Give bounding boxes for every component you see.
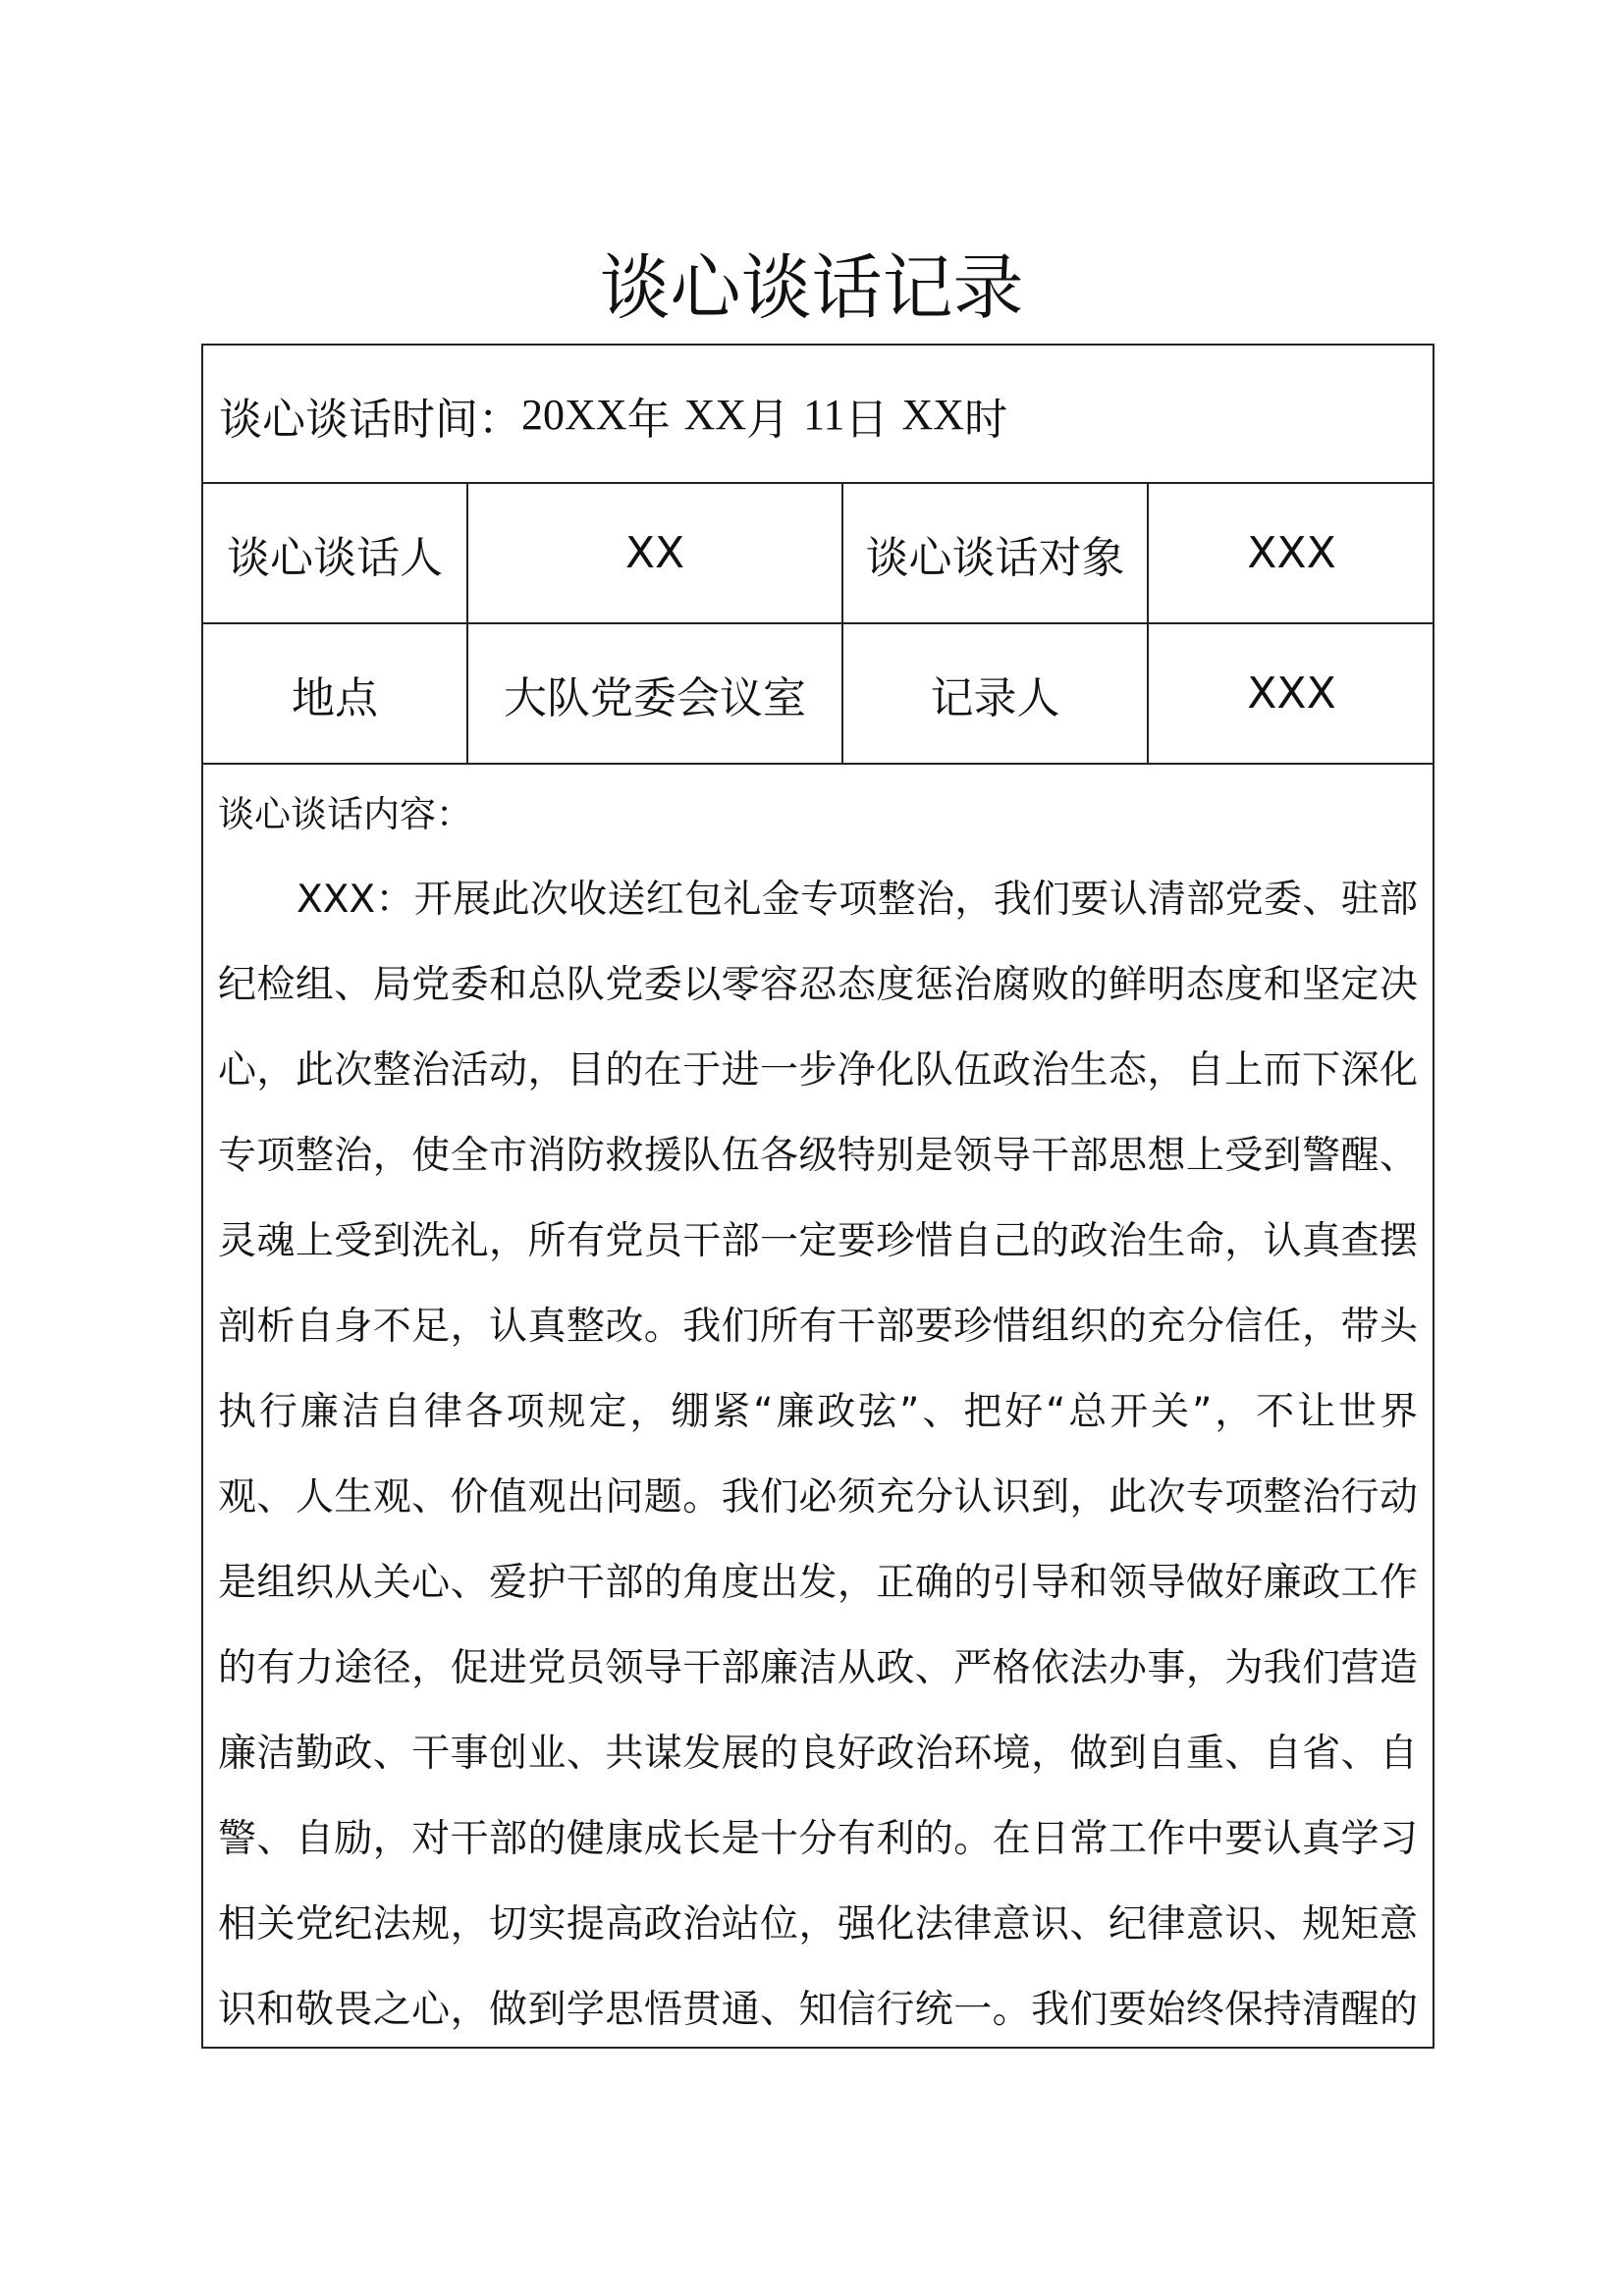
- month-value: XX: [683, 391, 747, 439]
- year-value: 20XX: [521, 391, 627, 439]
- content-line: 警、自励，对干部的健康成长是十分有利的。在日常工作中要认真学习: [218, 1817, 1418, 1861]
- content-line: 纪检组、局党委和总队党委以零容忍态度惩治腐败的鲜明态度和坚定决: [218, 963, 1418, 1007]
- content-line: 相关党纪法规，切实提高政治站位，强化法律意识、纪律意识、规矩意: [218, 1902, 1418, 1947]
- content-line: 剖析自身不足，认真整改。我们所有干部要珍惜组织的充分信任，带头: [218, 1305, 1418, 1349]
- content-line: 执行廉洁自律各项规定，绷紧“廉政弦”、把好“总开关”，不让世界: [218, 1390, 1418, 1434]
- content-line: 廉洁勤政、干事创业、共谋发展的良好政治环境，做到自重、自省、自: [218, 1732, 1418, 1776]
- target-label: 谈心谈话对象: [865, 532, 1125, 583]
- talk-time-row: [219, 346, 1007, 484]
- document-title: 谈心谈话记录: [599, 246, 1024, 329]
- content-line: 的有力途径，促进党员领导干部廉洁从政、严格依法办事，为我们营造: [218, 1646, 1418, 1690]
- day-value: 11: [803, 391, 845, 439]
- content-line: 观、人生观、价值观出问题。我们必须充分认识到，此次专项整治行动: [218, 1475, 1418, 1520]
- place-label: 地点: [292, 672, 378, 723]
- record-table: [201, 344, 1434, 2049]
- content-line: XXX：开展此次收送红包礼金专项整治，我们要认清部党委、驻部: [297, 878, 1418, 922]
- month-unit: 月: [746, 394, 790, 445]
- place-value: 大队党委会议室: [504, 672, 806, 723]
- hour-unit: 时: [964, 394, 1008, 445]
- talk-time-label: 谈心谈话时间：: [219, 394, 521, 445]
- content-line: 是组织从关心、爱护干部的角度出发，正确的引导和领导做好廉政工作: [218, 1561, 1418, 1605]
- content-label: 谈心谈话内容：: [218, 793, 472, 835]
- talker-value: XX: [624, 528, 685, 578]
- content-line: 心，此次整治活动，目的在于进一步净化队伍政治生态，自上而下深化: [218, 1048, 1418, 1093]
- talker-label: 谈心谈话人: [227, 532, 443, 583]
- content-line: 专项整治，使全市消防救援队伍各级特别是领导干部思想上受到警醒、: [218, 1134, 1418, 1178]
- divider: [203, 763, 1433, 765]
- target-value: XXX: [1247, 528, 1336, 578]
- content-line: 灵魂上受到洗礼，所有党员干部一定要珍惜自己的政治生命，认真查摆: [218, 1219, 1418, 1263]
- recorder-value: XXX: [1247, 668, 1336, 719]
- day-unit: 日: [844, 394, 889, 445]
- content-line: 识和敬畏之心，做到学思悟贯通、知信行统一。我们要始终保持清醒的: [218, 1988, 1418, 2032]
- year-unit: 年: [626, 394, 671, 445]
- recorder-label: 记录人: [930, 672, 1060, 723]
- hour-value: XX: [901, 391, 965, 439]
